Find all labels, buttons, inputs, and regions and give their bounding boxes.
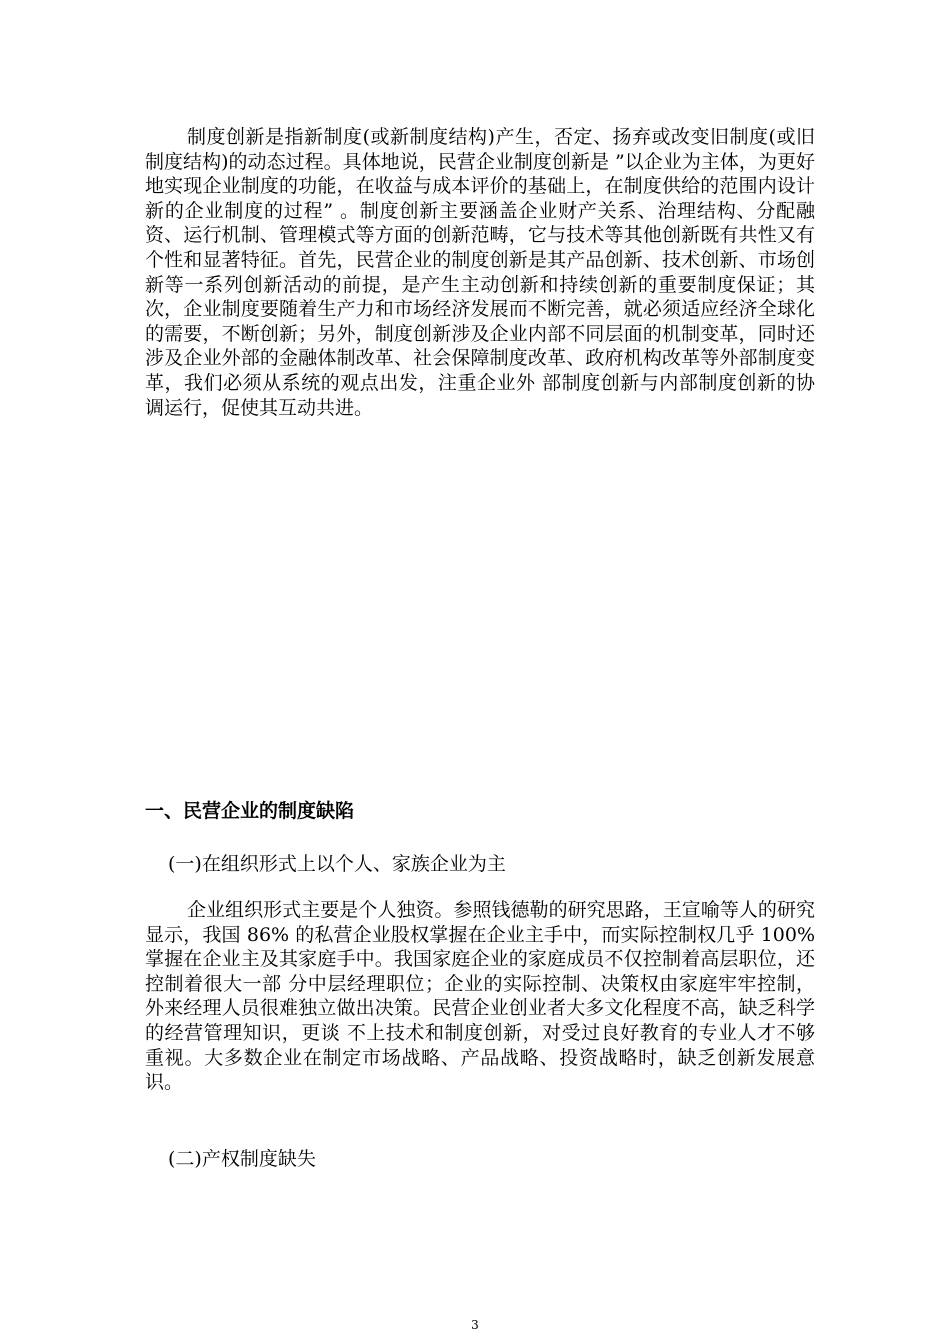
- subsection-heading-property-rights: (二)产权制度缺失: [168, 1148, 316, 1170]
- section-heading: 一、民营企业的制度缺陷: [145, 800, 355, 822]
- intro-paragraph: 制度创新是指新制度(或新制度结构)产生，否定、扬弃或改变旧制度(或旧制度结构)的动态过程。具体地说，民营企业制度创新是 ”以企业为主体，为更好地实现企业制度的功能，在收益与成本评价的基础上，在制度供给的范围内设计新的企业制度的过程” 。制度创新主要涵盖企业财产关系、治理结构、分配融资、运行机制、管理模式等方面的创新范畴，它与技术等其他创新既有共性又有个性和显著特征。首先，民营企业的制度创新是其产品创新、技术创新、市场创新等一系列创新活动的前提，是产生主动创新和持续创新的重要制度保证；其次，企业制度要随着生产力和市场经济发展而不断完善，就必须适应经济全球化的需要，不断创新；另外，制度创新涉及企业内部不同层面的机制变革，同时还涉及企业外部的金融体制改革、社会保障制度改革、政府机构改革等外部制度变革，我们必须从系统的观点出发，注重企业外 部制度创新与内部制度创新的协调运行，促使其互动共进。: [145, 126, 815, 419]
- page-number: 3: [471, 1318, 479, 1332]
- subsection-heading-organization: (一)在组织形式上以个人、家族企业为主: [168, 853, 506, 875]
- organization-paragraph: 企业组织形式主要是个人独资。参照钱德勒的研究思路，王宣喻等人的研究显示，我国 86% 的私营企业股权掌握在企业主手中，而实际控制权几乎 100%掌握在企业主及其家庭手中。我国家庭企业的家庭成员不仅控制着高层职位，还控制着很大一部 分中层经理职位；企业的实际控制、决策权由家庭牢牢控制，外来经理人员很难独立做出决策。民营企业创业者大多文化程度不高，缺乏科学的经营管理知识，更谈 不上技术和制度创新，对受过良好教育的专业人才不够重视。大多数企业在制定市场战略、产品战略、投资战略时，缺乏创新发展意识。: [145, 899, 815, 1094]
